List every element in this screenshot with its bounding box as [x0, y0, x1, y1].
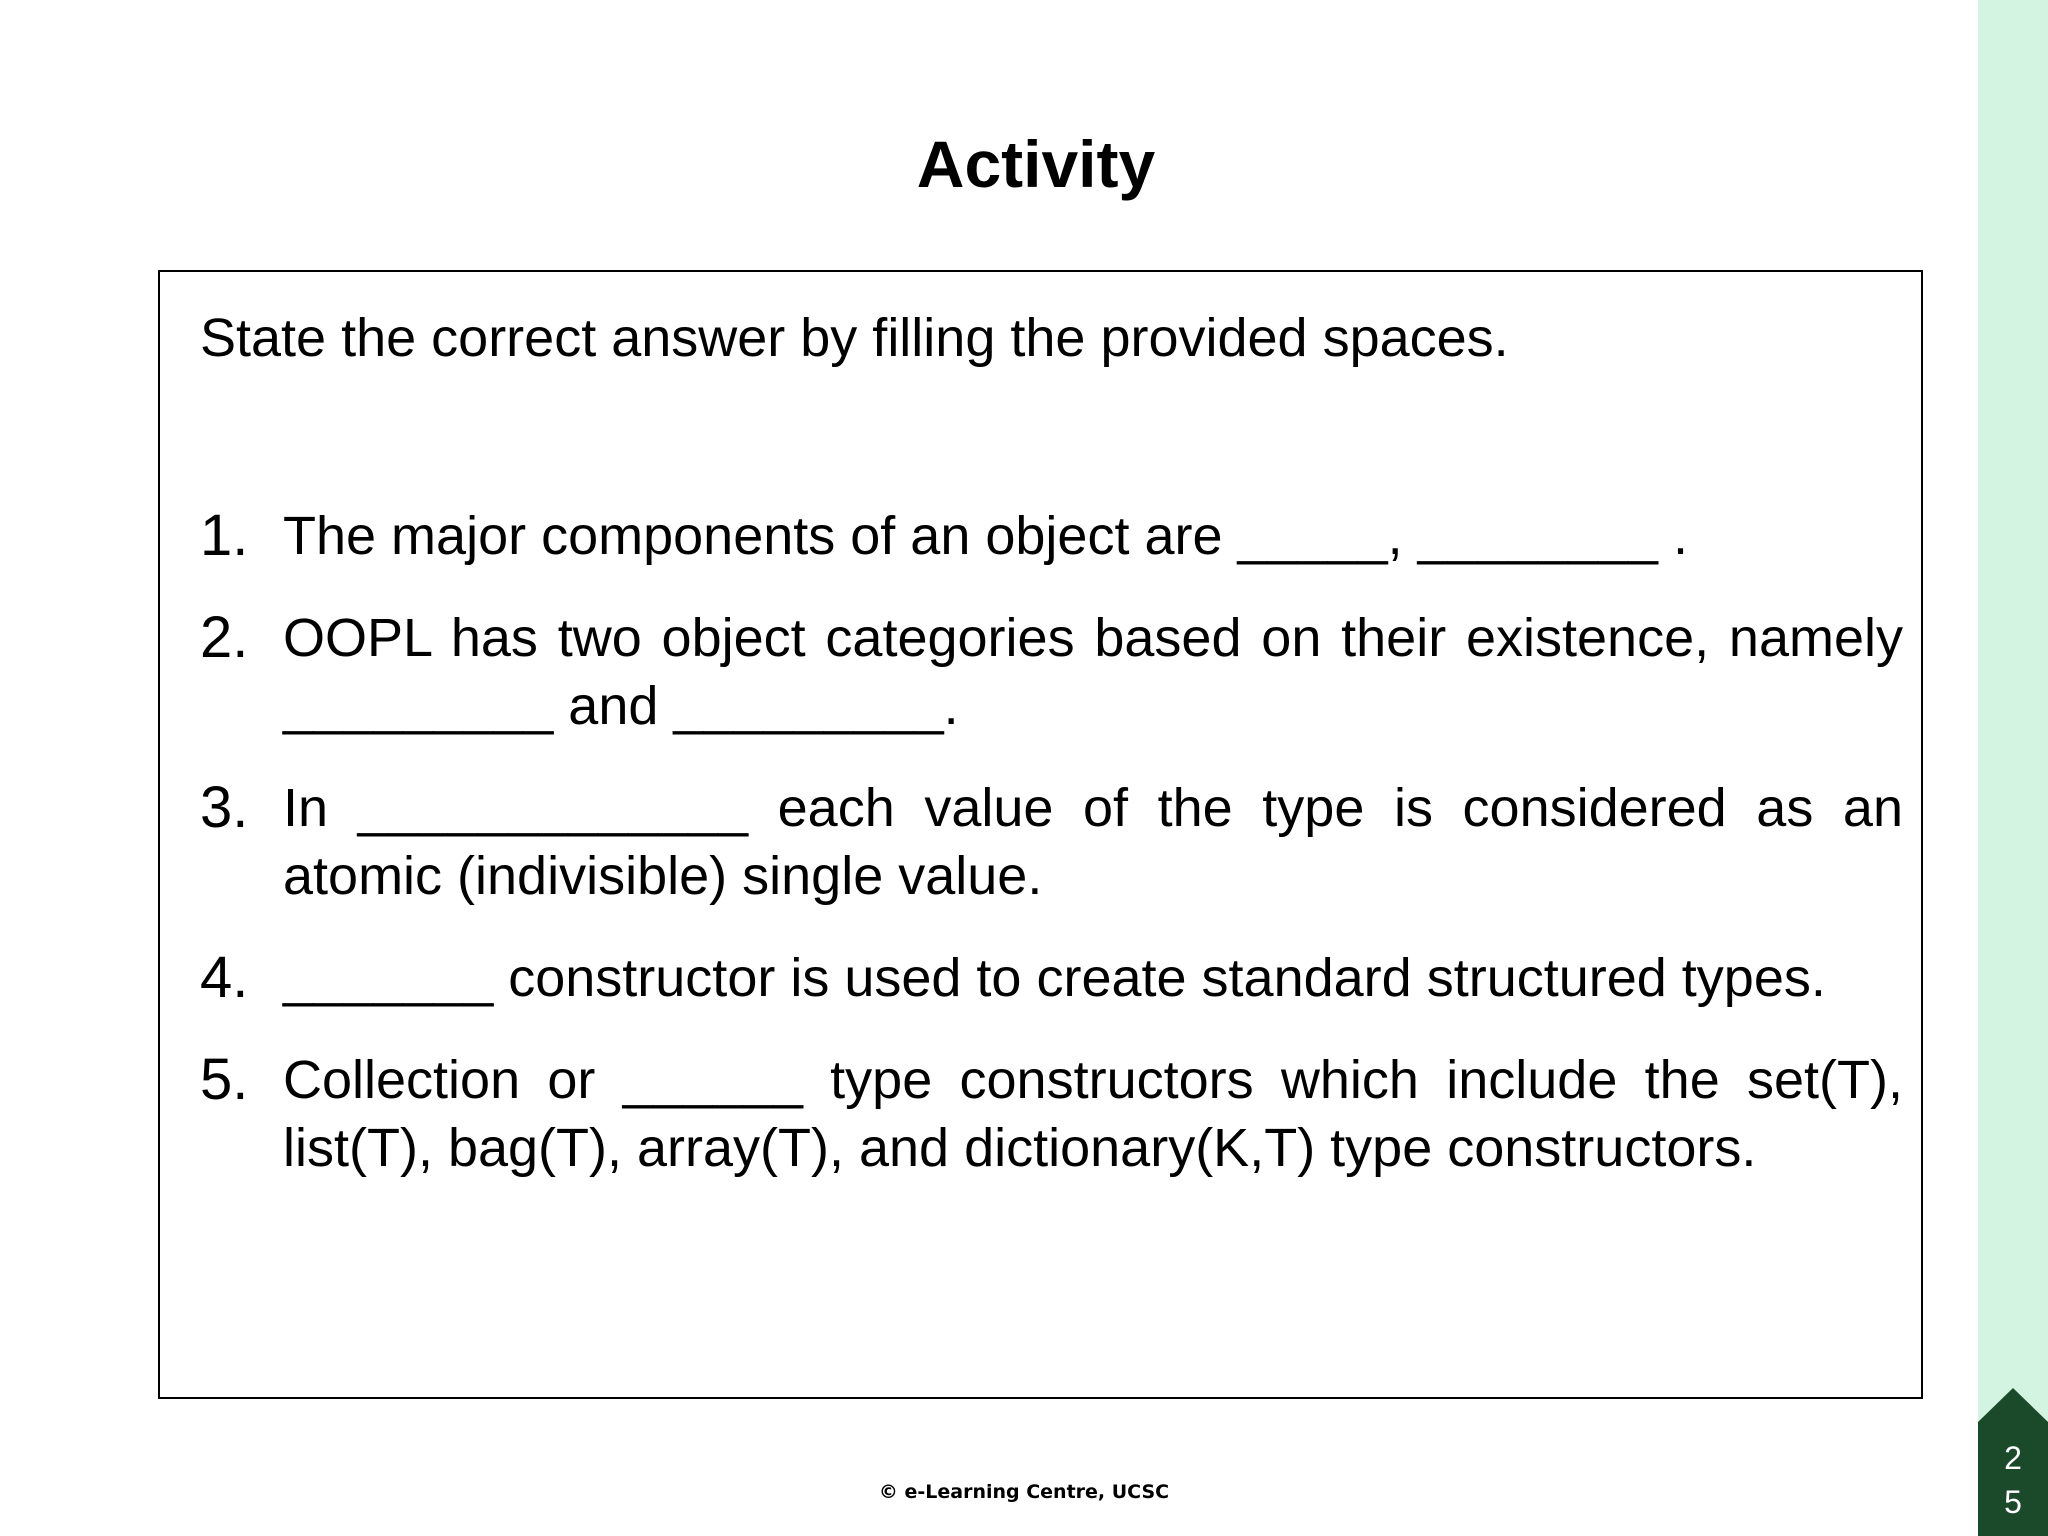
page-number-digit: 5 [2004, 1484, 2022, 1520]
question-text: _______ constructor is used to create standard structured types. [283, 948, 1826, 1008]
question-number: 4. [200, 945, 249, 1010]
question-number: 2. [200, 605, 249, 670]
question-number: 1. [200, 503, 249, 568]
question-list [200, 502, 1903, 1216]
activity-box [158, 270, 1923, 1399]
side-strip [1978, 0, 2048, 1536]
page-number-badge [1978, 1388, 2048, 1536]
slide-title: Activity [916, 127, 1156, 201]
question-item [200, 944, 1903, 1012]
question-text: Collection or ______ type constructors which include the set(T), list(T), bag(T), array(T), and dictionary(K,T) type constructors. [283, 1050, 1903, 1178]
question-item [200, 774, 1903, 910]
question-text: In _____________ each value of the type is considered as an atomic (indivisible) single value. [283, 778, 1903, 906]
question-text: The major components of an object are _____, ________ . [283, 506, 1688, 566]
question-number: 3. [200, 775, 249, 840]
page-number-digit: 2 [2004, 1440, 2022, 1476]
instruction-text: State the correct answer by filling the provided spaces. [200, 308, 1509, 368]
question-number: 5. [200, 1047, 249, 1112]
question-item [200, 502, 1903, 570]
question-text: OOPL has two object categories based on their existence, namely _________ and _________. [283, 608, 1903, 736]
question-item [200, 1046, 1903, 1182]
question-item [200, 604, 1903, 740]
footer-copyright: © e-Learning Centre, UCSC [878, 1481, 1170, 1503]
